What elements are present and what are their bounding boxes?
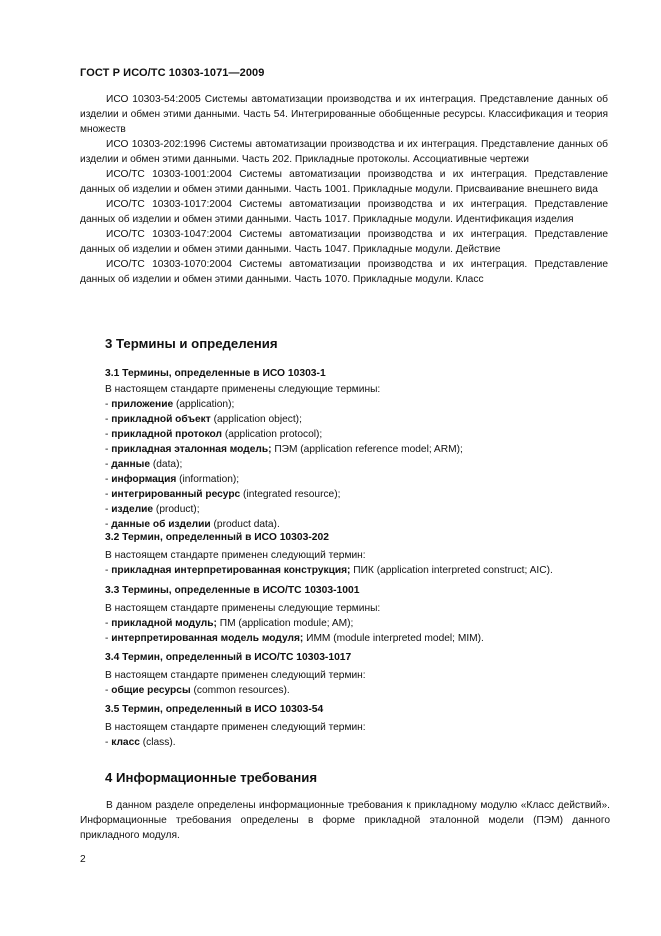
term-translation: (common resources). [190, 685, 290, 696]
term-item: - изделие (product); [105, 504, 200, 515]
term-translation: (class). [139, 737, 176, 748]
term-translation: (data); [150, 459, 183, 470]
term: информация [111, 474, 177, 485]
term-translation: (application object); [210, 414, 302, 425]
term-translation: (information); [176, 474, 240, 485]
term-translation: (product); [153, 504, 200, 515]
subsection-3-2-heading: 3.2 Термин, определенный в ИСО 10303-202 [105, 532, 329, 543]
term-translation: (application protocol); [222, 429, 323, 440]
subsection-3-1-heading: 3.1 Термины, определенные в ИСО 10303-1 [105, 368, 326, 379]
term-item: - прикладной модуль; ПМ (application module; AM); [105, 618, 354, 629]
term: изделие [111, 504, 154, 515]
intro-text: В настоящем стандарте применены следующие термины: [105, 603, 381, 614]
reference-item: ИСО/ТС 10303-1017:2004 Системы автоматизации производства и их интеграция. Представление данных об изделии и обмен этими данными. Часть 1017. Прикладные модули. Идентификация изделия [80, 199, 608, 225]
reference-item: ИСО 10303-202:1996 Системы автоматизации производства и их интеграция. Представление данных об изделии и обмен этими данными. Часть 202. Прикладные протоколы. Ассоциативные чертежи [80, 139, 608, 165]
section-4-paragraph: В данном разделе определены информационные требования к прикладному модулю «Класс действий». Информационные требования определены в форме прикладной эталонной модели (ПЭМ) данного прикладного модуля. [80, 800, 610, 841]
term-item: - данные об изделии (product data). [105, 519, 280, 530]
normative-references [80, 92, 608, 287]
term-item: - данные (data); [105, 459, 183, 470]
term: данные [111, 459, 151, 470]
subsection-3-4-heading: 3.4 Термин, определенный в ИСО/ТС 10303-1017 [105, 652, 352, 663]
term: прикладной протокол [111, 429, 222, 440]
term-translation: (application); [173, 399, 235, 410]
term: данные об изделии [111, 519, 211, 530]
term: интерпретированная модель модуля; [111, 633, 304, 644]
term-translation: ПЭМ (application reference model; ARM); [271, 444, 463, 455]
intro-text: В настоящем стандарте применены следующие термины: [105, 384, 381, 395]
term: прикладная эталонная модель; [111, 444, 272, 455]
term-item: - прикладной объект (application object); [105, 414, 302, 425]
term-item: - приложение (application); [105, 399, 235, 410]
reference-item: ИСО/ТС 10303-1070:2004 Системы автоматизации производства и их интеграция. Представление данных об изделии и обмен этими данными. Часть 1070. Прикладные модули. Класс [80, 259, 608, 285]
term: прикладной модуль; [111, 618, 217, 629]
term-item: - прикладная эталонная модель; ПЭМ (application reference model; ARM); [105, 444, 463, 455]
term-item: - интерпретированная модель модуля; ИММ (module interpreted model; MIM). [105, 633, 484, 644]
reference-item: ИСО 10303-54:2005 Системы автоматизации производства и их интеграция. Представление данных об изделии и обмен этими данными. Часть 54. Интегрированные обобщенные ресурсы. Классификация и теория множеств [80, 94, 608, 135]
subsection-3-4-body [105, 668, 615, 698]
term: общие ресурсы [111, 685, 191, 696]
intro-text: В настоящем стандарте применен следующий термин: [105, 722, 366, 733]
term: прикладная интерпретированная конструкция; [111, 565, 351, 576]
term-translation: ИММ (module interpreted model; MIM). [303, 633, 484, 644]
reference-item: ИСО/ТС 10303-1001:2004 Системы автоматизации производства и их интеграция. Представление данных об изделии и обмен этими данными. Часть 1001. Прикладные модули. Присваивание внешнего вида [80, 169, 608, 195]
term: интегрированный ресурс [111, 489, 241, 500]
term-item: - общие ресурсы (common resources). [105, 685, 290, 696]
subsection-3-5-body [105, 720, 615, 750]
intro-text: В настоящем стандарте применен следующий термин: [105, 550, 366, 561]
term-translation: ПИК (application interpreted construct; AIC). [350, 565, 553, 576]
term-translation: (integrated resource); [240, 489, 341, 500]
subsection-3-2-body [105, 548, 615, 578]
term: класс [111, 737, 140, 748]
reference-item: ИСО/ТС 10303-1047:2004 Системы автоматизации производства и их интеграция. Представление данных об изделии и обмен этими данными. Часть 1047. Прикладные модули. Действие [80, 229, 608, 255]
term-item: - прикладная интерпретированная конструкция; ПИК (application interpreted construct; AIC). [105, 565, 553, 576]
term-item: - прикладной протокол (application protocol); [105, 429, 323, 440]
term-item: - информация (information); [105, 474, 240, 485]
subsection-3-3-body [105, 601, 615, 646]
term-translation: ПМ (application module; AM); [216, 618, 354, 629]
term-item: - интегрированный ресурс (integrated resource); [105, 489, 341, 500]
page-number: 2 [80, 854, 86, 865]
subsection-3-1-body [105, 382, 615, 532]
term-translation: (product data). [210, 519, 280, 530]
subsection-3-5-heading: 3.5 Термин, определенный в ИСО 10303-54 [105, 704, 324, 715]
section-3-heading: 3 Термины и определения [105, 336, 278, 351]
section-4-heading: 4 Информационные требования [105, 770, 318, 785]
page-header: ГОСТ Р ИСО/ТС 10303-1071—2009 [80, 67, 265, 79]
term: приложение [111, 399, 174, 410]
term: прикладной объект [111, 414, 211, 425]
intro-text: В настоящем стандарте применен следующий термин: [105, 670, 366, 681]
subsection-3-3-heading: 3.3 Термины, определенные в ИСО/ТС 10303-1001 [105, 585, 360, 596]
term-item: - класс (class). [105, 737, 176, 748]
